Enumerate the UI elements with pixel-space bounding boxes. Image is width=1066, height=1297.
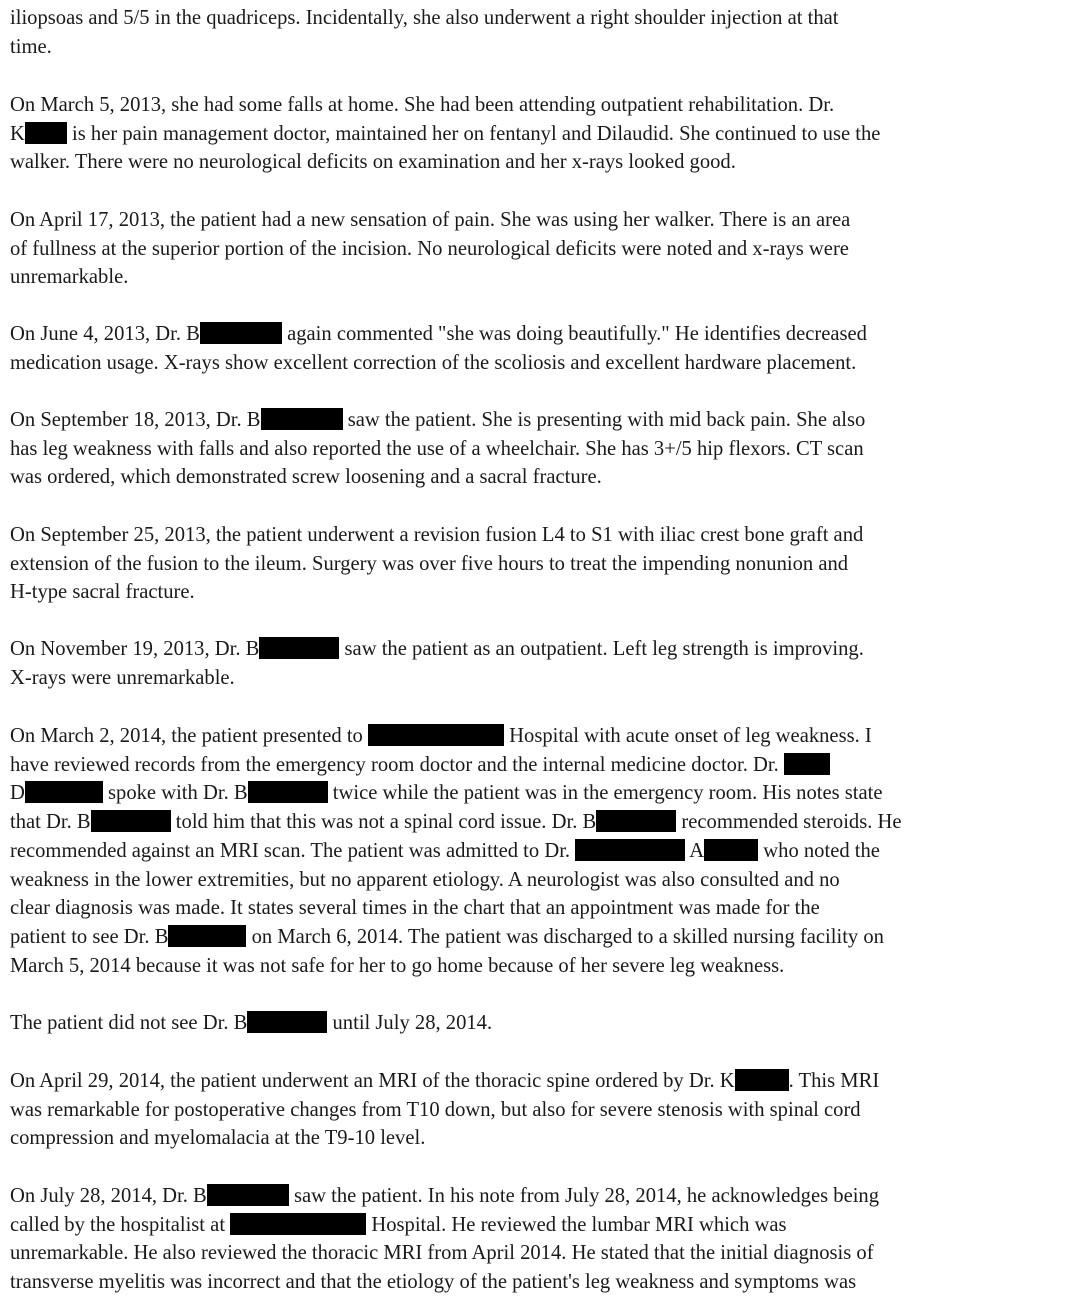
text-line: called by the hospitalist at Hospital. He reviewed the lumbar MRI which was [10,1213,787,1236]
text-line: have reviewed records from the emergency room doctor and the internal medicine doctor. Dr. [10,751,1062,780]
text-line: On March 5, 2013, she had some falls at home. She had been attending outpatient rehabilitation. Dr. [10,94,835,116]
text-line: was remarkable for postoperative changes from T10 down, but also for severe stenosis with spinal cord [10,1098,861,1121]
text-line: H-type sacral fracture. [10,581,195,604]
text-line: D spoke with Dr. B twice while the patient was in the emergency room. His notes state [10,782,883,805]
text-line: unremarkable. He also reviewed the thoracic MRI from April 2014. He stated that the initial diagnosis of [10,1242,874,1265]
paragraph-april-29-2014 [10,1067,1062,1153]
redaction-bar [247,1011,327,1033]
redaction-bar [207,1184,289,1206]
text-line: weakness in the lower extremities, but no apparent etiology. A neurologist was also consulted and no [10,868,840,891]
text-line: transverse myelitis was incorrect and that the etiology of the patient's leg weakness and symptoms was [10,1271,857,1294]
paragraph-june-4-2013 [10,320,1062,377]
text-line: On April 29, 2014, the patient underwent an MRI of the thoracic spine ordered by Dr. K . This MRI [10,1070,880,1092]
text-line: clear diagnosis was made. It states several times in the chart that an appointment was made for the [10,897,820,920]
redaction-bar [168,925,246,947]
redaction-bar [259,637,339,659]
redaction-bar [704,839,758,861]
text-line: compression and myelomalacia at the T9-10 level. [10,1127,426,1150]
redaction-bar [735,1069,789,1091]
paragraph-september-18-2013 [10,406,1062,492]
text-line: that Dr. B told him that this was not a spinal cord issue. Dr. B recommended steroids. He [10,811,902,834]
redaction-bar [596,810,676,832]
text-line: On April 17, 2013, the patient had a new sensation of pain. She was using her walker. There is an area [10,209,851,231]
text-line: On September 18, 2013, Dr. B saw the patient. She is presenting with mid back pain. She also [10,409,866,431]
text-line: March 5, 2014 because it was not safe for her to go home because of her severe leg weakness. [10,954,785,977]
text-line: patient to see Dr. B on March 6, 2014. The patient was discharged to a skilled nursing facility on [10,925,884,948]
text-line: On September 25, 2013, the patient underwent a revision fusion L4 to S1 with iliac crest bone graft and [10,524,864,546]
text-line: walker. There were no neurological deficits on examination and her x-rays looked good. [10,151,736,174]
text-line: On July 28, 2014, Dr. B saw the patient. In his note from July 28, 2014, he acknowledges being [10,1185,880,1207]
paragraph-july-28-2014 [10,1182,1062,1297]
text-line: The patient did not see Dr. B until July 28, 2014. [10,1012,493,1034]
text-line: iliopsoas and 5/5 in the quadriceps. Incidentally, she also underwent a right shoulder injection at that [10,7,839,29]
text-line: X-rays were unremarkable. [10,666,235,689]
paragraph-did-not-see [10,1009,1062,1038]
paragraph-shoulder-injection [10,4,1062,61]
text-line: On June 4, 2013, Dr. B again commented "she was doing beautifully." He identifies decreased [10,323,867,345]
paragraph-november-19-2013 [10,635,1062,692]
text-line: K is her pain management doctor, maintained her on fentanyl and Dilaudid. She continued to use the [10,122,881,145]
paragraph-april-17-2013 [10,206,1062,292]
text-line: time. [10,35,52,58]
text-line: unremarkable. [10,266,129,289]
text-line: recommended against an MRI scan. The patient was admitted to Dr. A who noted the [10,839,880,862]
redaction-bar [248,781,328,803]
redaction-bar [368,724,504,746]
paragraph-march-5-2013 [10,91,1062,177]
paragraph-september-25-2013 [10,521,1062,607]
paragraph-march-2-2014 [10,722,1062,980]
redaction-bar [261,408,343,430]
text-line: On March 2, 2014, the patient presented to Hospital with acute onset of leg weakness. I [10,725,872,747]
redaction-bar [25,781,103,803]
text-line: medication usage. X-rays show excellent correction of the scoliosis and excellent hardware placement. [10,351,857,374]
redaction-bar [230,1213,366,1235]
text-line: has leg weakness with falls and also reported the use of a wheelchair. She has 3+/5 hip flexors. CT scan [10,437,864,460]
redaction-bar [575,839,685,861]
text-line: extension of the fusion to the ileum. Surgery was over five hours to treat the impending nonunion and [10,552,849,575]
text-line: of fullness at the superior portion of the incision. No neurological deficits were noted and x-rays were [10,237,849,260]
text-line: was ordered, which demonstrated screw loosening and a sacral fracture. [10,466,602,489]
text-line: On November 19, 2013, Dr. B saw the patient as an outpatient. Left leg strength is improving. [10,638,864,660]
redaction-bar [91,810,171,832]
redaction-bar [200,322,282,344]
redaction-bar [25,122,67,144]
redaction-bar [784,753,830,775]
